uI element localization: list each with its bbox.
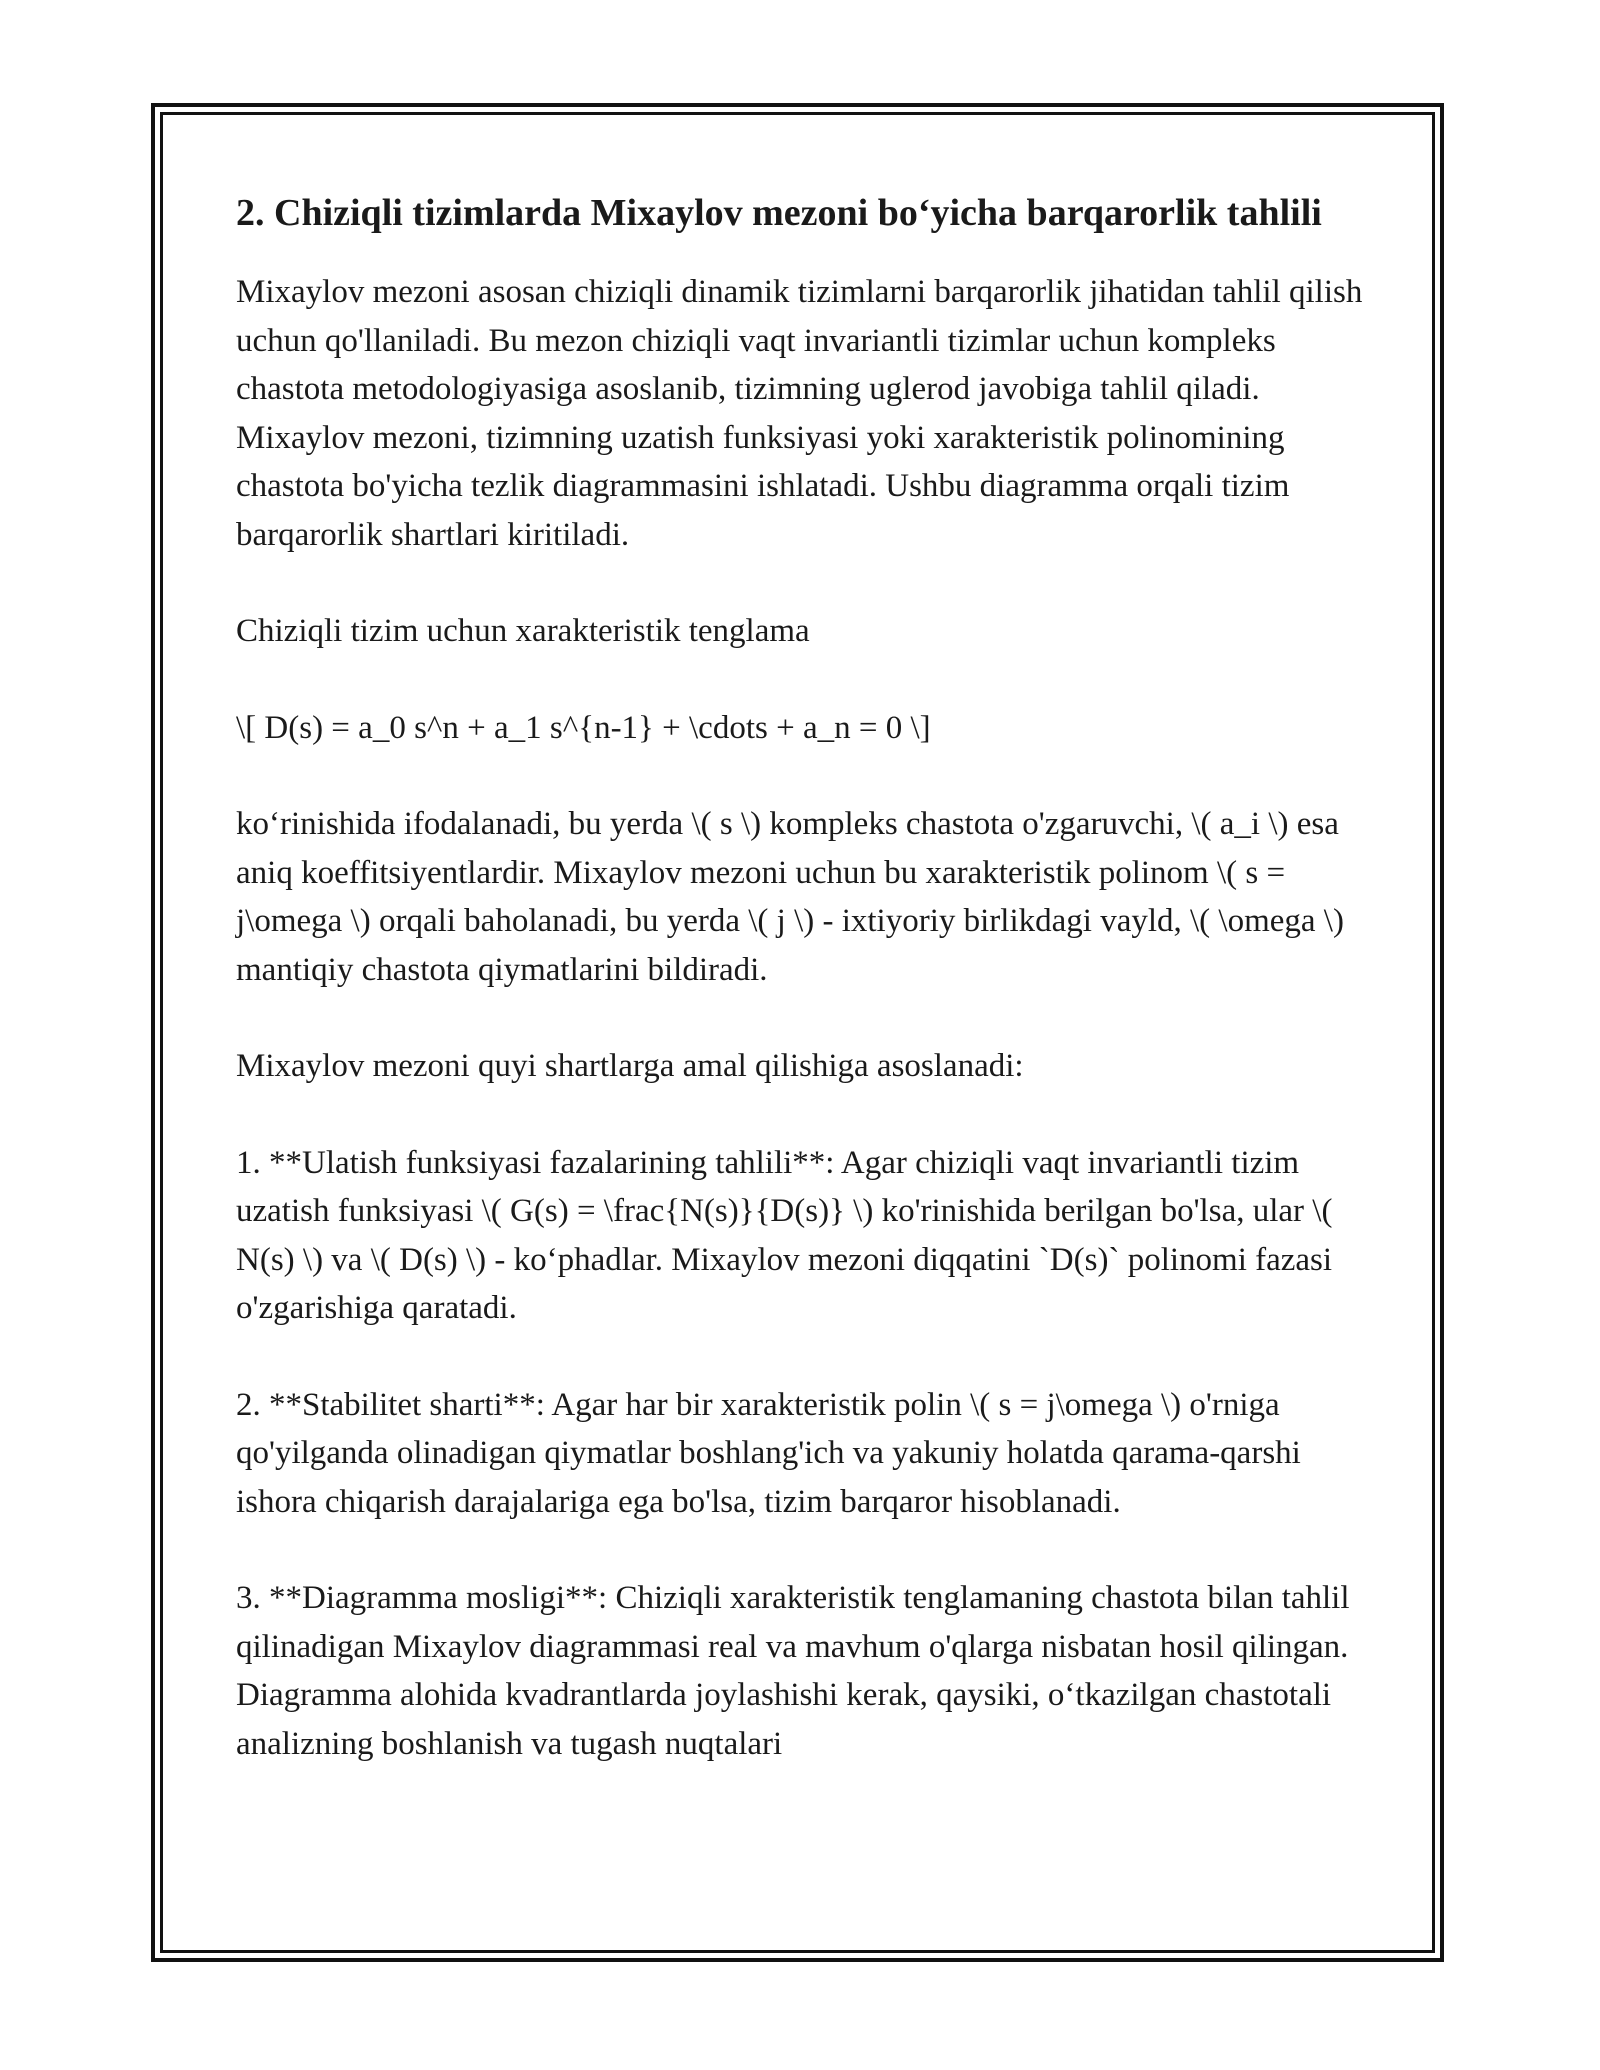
equation-lead-in: Chiziqli tizim uchun xarakteristik tenglama (236, 613, 810, 649)
equation-explanation-paragraph: ko‘rinishida ifodalanadi, bu yerda \( s \) kompleks chastota o'zgaruvchi, \( a_i \) esa aniq koeffitsiyentlardir. Mixaylov mezoni uchun bu xarakteristik polinom \( s = j\omega \) orqali baholanadi, bu yerda \( j \) - ixtiyoriy birlikdagi vayld, \( \omega \) mantiqiy chastota qiymatlarini bildiradi. (236, 806, 1344, 988)
intro-paragraph: Mixaylov mezoni asosan chiziqli dinamik tizimlarni barqarorlik jihatidan tahlil qilish uchun qo'llaniladi. Bu mezon chiziqli vaqt invariantli tizimlar uchun kompleks chastota metodologiyasiga asoslanib, tizimning uglerod javobiga tahlil qiladi. Mixaylov mezoni, tizimning uzatish funksiyasi yoki xarakteristik polinomining chastota bo'yicha tezlik diagrammasini ishlatadi. Ushbu diagramma orqali tizim barqarorlik shartlari kiritiladi. (236, 274, 1363, 553)
condition-item-2: 2. **Stabilitet sharti**: Agar har bir xarakteristik polin \( s = j\omega \) o'rniga qo'yilganda olinadigan qiymatlar boshlang'ich va yakuniy holatda qarama-qarshi ishora chiqarish darajalariga ega bo'lsa, tizim barqaror hisoblanadi. (236, 1386, 1301, 1520)
condition-item-3: 3. **Diagramma mosligi**: Chiziqli xarakteristik tenglamaning chastota bilan tahlil qilinadigan Mixaylov diagrammasi real va mavhum o'qlarga nisbatan hosil qilingan. Diagramma alohida kvadrantlarda joylashishi kerak, qaysiki, o‘tkazilgan chastotali analizning boshlanish va tugash nuqtalari (236, 1580, 1350, 1762)
characteristic-equation: \[ D(s) = a_0 s^n + a_1 s^{n-1} + \cdots + a_n = 0 \] (236, 709, 931, 746)
document-body (236, 186, 1366, 1816)
section-heading: 2. Chiziqli tizimlarda Mixaylov mezoni bo‘yicha barqarorlik tahlili (236, 192, 1322, 234)
conditions-intro: Mixaylov mezoni quyi shartlarga amal qilishiga asoslanadi: (236, 1048, 1024, 1084)
condition-item-1: 1. **Ulatish funksiyasi fazalarining tahlili**: Agar chiziqli vaqt invariantli tizim uzatish funksiyasi \( G(s) = \frac{N(s)}{D(s)} \) ko'rinishida berilgan bo'lsa, ular \( N(s) \) va \( D(s) \) - ko‘phadlar. Mixaylov mezoni diqqatini `D(s)` polinomi fazasi o'zgarishiga qaratadi. (236, 1144, 1333, 1326)
